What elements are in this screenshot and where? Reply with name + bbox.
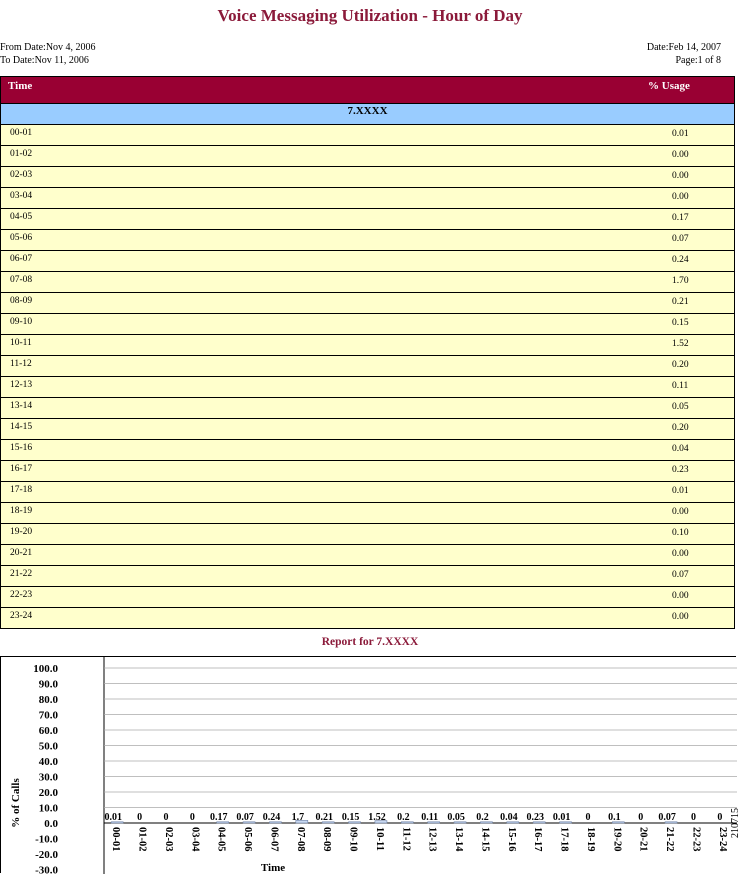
- page-indicator: Page:1 of 8: [675, 55, 721, 66]
- table-row: [1, 377, 734, 398]
- x-axis-title: Time: [260, 862, 286, 874]
- cell-usage: 0.24: [672, 255, 689, 265]
- bar-value-label: 0.23: [526, 812, 544, 823]
- from-date: From Date:Nov 4, 2006: [0, 42, 96, 53]
- cell-usage: 0.04: [672, 444, 689, 454]
- cell-time: 23-24: [10, 611, 33, 621]
- column-header-usage: % Usage: [648, 80, 690, 92]
- bar-value-label: 0.2: [476, 812, 489, 823]
- table-row: [1, 251, 734, 272]
- cell-usage: 0.17: [672, 213, 689, 223]
- cell-usage: 1.70: [672, 276, 689, 286]
- report-meta: [647, 41, 721, 67]
- cell-usage: 0.00: [672, 171, 689, 181]
- report-date: Date:Feb 14, 2007: [646, 42, 721, 53]
- y-tick-label: 40.0: [38, 756, 58, 768]
- bar-value-label: 0.2: [397, 812, 410, 823]
- cell-time: 12-13: [10, 380, 33, 390]
- bar-value-label: 0: [163, 812, 169, 823]
- x-tick-label: 23-24: [716, 827, 728, 852]
- bar-value-label: 0.01: [104, 812, 122, 823]
- y-tick-label: -30.0: [35, 864, 58, 874]
- cell-usage: 0.00: [672, 192, 689, 202]
- x-tick-label: 13-14: [453, 827, 465, 852]
- x-tick-label: 17-18: [558, 827, 570, 852]
- x-tick-label: 03-04: [189, 827, 201, 852]
- cell-time: 06-07: [10, 254, 33, 264]
- cell-usage: 0.07: [672, 234, 689, 244]
- table-row: [1, 293, 734, 314]
- cell-time: 09-10: [10, 317, 33, 327]
- table-row: [1, 209, 734, 230]
- bar-value-label: 0: [717, 812, 723, 823]
- cell-time: 01-02: [10, 149, 33, 159]
- cell-usage: 1.52: [672, 339, 689, 349]
- x-tick-label: 15-16: [505, 827, 517, 852]
- cell-time: 00-01: [10, 128, 33, 138]
- table-row: [1, 524, 734, 545]
- cell-time: 18-19: [10, 506, 33, 516]
- bar-value-label: 0.15: [341, 812, 360, 823]
- cell-time: 17-18: [10, 485, 33, 495]
- cell-time: 02-03: [10, 170, 33, 180]
- table-row: [1, 482, 734, 503]
- x-tick-label: 20-21: [637, 827, 649, 852]
- x-tick-label: 07-08: [294, 827, 306, 852]
- report-title: Voice Messaging Utilization - Hour of Day: [217, 6, 523, 25]
- group-row: 7.XXXX: [1, 104, 734, 125]
- x-tick-label: 12-13: [426, 827, 438, 852]
- cell-time: 13-14: [10, 401, 33, 411]
- cell-usage: 0.01: [672, 486, 689, 496]
- bar-value-label: 0.05: [447, 812, 465, 823]
- usage-chart: [1, 657, 737, 874]
- cell-time: 11-12: [10, 359, 32, 369]
- bar-value-label: 0.01: [552, 812, 571, 823]
- bar-value-label: 0.21: [315, 812, 333, 823]
- cell-time: 08-09: [10, 296, 33, 306]
- y-tick-label: 10.0: [38, 802, 58, 815]
- cell-time: 19-20: [10, 527, 33, 537]
- cell-time: 05-06: [10, 233, 33, 243]
- usage-table: [0, 76, 735, 629]
- cell-usage: 0.15: [672, 318, 689, 328]
- chart-container: [0, 656, 736, 873]
- x-tick-label: 18-19: [584, 827, 596, 852]
- bar-value-label: 1.7: [291, 812, 305, 823]
- cell-usage: 0.00: [672, 549, 689, 559]
- table-body: [1, 125, 734, 629]
- bar-value-label: 0: [690, 812, 696, 823]
- cell-usage: 0.21: [672, 297, 689, 307]
- x-tick-label: 16-17: [532, 827, 544, 852]
- y-axis-title: % of Calls: [10, 778, 22, 828]
- bar-value-label: 0.04: [500, 812, 518, 823]
- cell-time: 20-21: [10, 548, 33, 558]
- cell-usage: 0.01: [672, 129, 689, 139]
- cell-time: 21-22: [10, 569, 33, 579]
- cell-usage: 0.10: [672, 528, 689, 538]
- x-tick-label: 02-03: [162, 827, 174, 852]
- table-row: [1, 356, 734, 377]
- y-tick-label: 0.0: [44, 818, 58, 830]
- x-tick-label: 05-06: [242, 827, 254, 852]
- cell-time: 15-16: [10, 443, 33, 453]
- table-row: [1, 503, 734, 524]
- bar-value-label: 0.11: [421, 812, 439, 823]
- cell-usage: 0.07: [672, 570, 689, 580]
- table-row: [1, 272, 734, 293]
- table-row: [1, 314, 734, 335]
- cell-usage: 0.05: [672, 402, 689, 412]
- y-tick-label: -20.0: [35, 849, 58, 861]
- x-tick-label: 06-07: [268, 827, 280, 852]
- bar-value-label: 0.07: [236, 812, 254, 823]
- cell-usage: 0.00: [672, 150, 689, 160]
- cell-time: 16-17: [10, 464, 33, 474]
- bar-value-label: 0.07: [658, 812, 676, 823]
- table-row: [1, 461, 734, 482]
- y-tick-label: 30.0: [38, 771, 58, 784]
- x-tick-label: 19-20: [611, 827, 623, 852]
- cell-usage: 0.00: [672, 591, 689, 601]
- y-tick-label: 60.0: [38, 725, 58, 737]
- y-tick-label: 100.0: [33, 663, 58, 675]
- table-row: [1, 419, 734, 440]
- x-tick-label: 08-09: [321, 827, 333, 852]
- cell-usage: 0.00: [672, 507, 689, 517]
- x-tick-label: 10-11: [373, 827, 385, 851]
- cell-usage: 0.23: [672, 465, 689, 475]
- to-date: To Date:Nov 11, 2006: [0, 55, 89, 66]
- cell-usage: 0.00: [672, 612, 689, 622]
- cell-time: 07-08: [10, 275, 33, 285]
- table-header: [1, 77, 734, 104]
- table-row: [1, 167, 734, 188]
- bar-value-label: 0.1: [608, 812, 621, 823]
- table-row: [1, 335, 734, 356]
- y-tick-label: 50.0: [38, 740, 58, 753]
- x-tick-label: 09-10: [347, 827, 359, 852]
- table-row: [1, 566, 734, 587]
- y-tick-label: -10.0: [35, 833, 58, 846]
- cell-time: 22-23: [10, 590, 33, 600]
- table-row: [1, 587, 734, 608]
- date-range: [0, 41, 96, 67]
- cell-usage: 0.20: [672, 360, 689, 370]
- y-tick-label: 20.0: [38, 787, 58, 799]
- table-row: [1, 398, 734, 419]
- bar-value-label: 0.17: [209, 812, 228, 823]
- table-row: [1, 188, 734, 209]
- chart-caption: Report for 7.XXXX: [321, 636, 419, 648]
- cell-usage: 0.20: [672, 423, 689, 433]
- table-row: [1, 230, 734, 251]
- column-header-time: Time: [8, 80, 33, 92]
- table-row: [1, 545, 734, 566]
- x-tick-label: 00-01: [110, 827, 122, 852]
- x-tick-label: 21-22: [664, 827, 676, 852]
- y-tick-label: 90.0: [38, 678, 58, 691]
- cell-time: 14-15: [10, 422, 33, 432]
- bar-value-label: 0.24: [262, 812, 281, 823]
- table-row: [1, 440, 734, 461]
- bar-value-label: 0: [638, 812, 644, 823]
- x-tick-label: 04-05: [215, 827, 227, 852]
- bar-value-label: 0: [189, 812, 195, 823]
- figure-id: 210715: [730, 808, 741, 838]
- y-tick-label: 80.0: [38, 694, 58, 706]
- table-row: [1, 125, 734, 146]
- cell-usage: 0.11: [672, 381, 689, 391]
- cell-time: 03-04: [10, 191, 33, 201]
- x-tick-label: 22-23: [690, 827, 702, 852]
- y-tick-label: 70.0: [38, 709, 58, 722]
- cell-time: 04-05: [10, 212, 33, 222]
- bar-value-label: 0: [585, 812, 591, 823]
- bar-value-label: 1.52: [368, 812, 386, 823]
- table-row: [1, 146, 734, 167]
- x-tick-label: 11-12: [400, 827, 412, 851]
- bar-value-label: 0: [137, 812, 143, 823]
- cell-time: 10-11: [10, 338, 32, 348]
- x-tick-label: 14-15: [479, 827, 491, 852]
- table-row: [1, 608, 734, 629]
- x-tick-label: 01-02: [136, 827, 148, 852]
